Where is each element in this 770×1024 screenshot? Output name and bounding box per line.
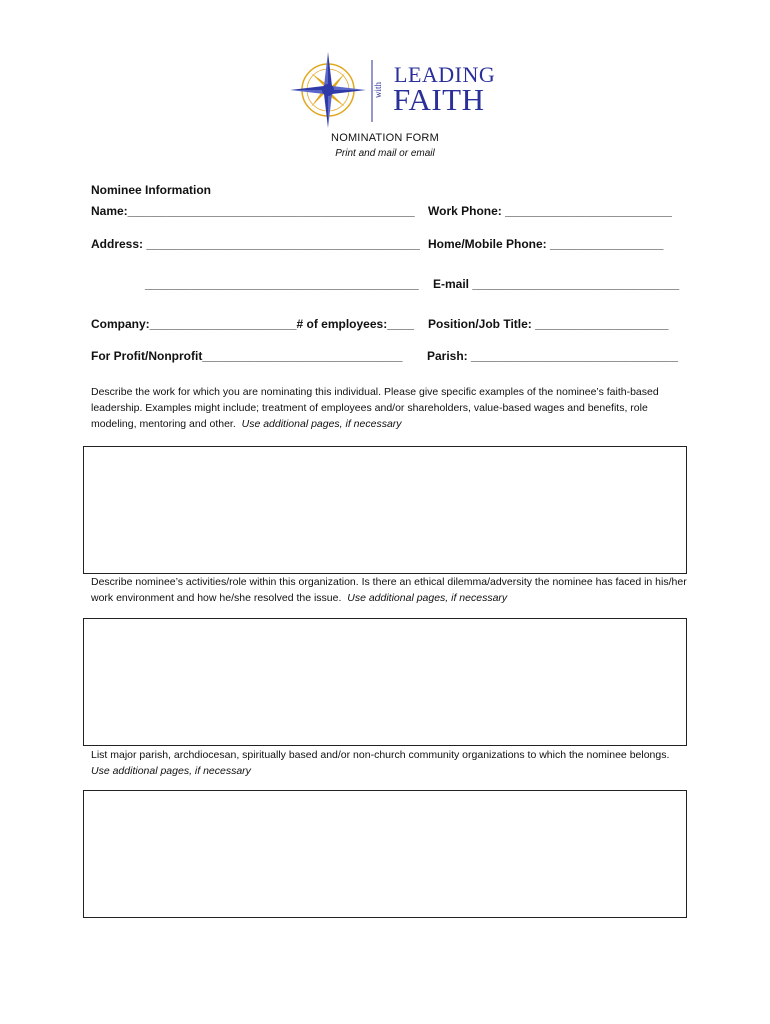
compass-star-icon <box>290 52 366 128</box>
question-1-prompt: Describe the work for which you are nominating this individual. Please give specific examples of the nominee’s faith-based leadership. Examples might include; treatment of employees and/or shareholders, value-based wages and benefits, role modeling, mentoring and other. <box>91 386 659 430</box>
question-1-answer-box[interactable] <box>83 446 687 574</box>
question-2-answer-box[interactable] <box>83 618 687 746</box>
question-1-note: Use additional pages, if necessary <box>241 418 402 430</box>
question-3-prompt: List major parish, archdiocesan, spiritually based and/or non-church community organizations to which the nominee belongs. <box>91 749 670 761</box>
address-field[interactable]: Address: _________________________________________ <box>91 237 420 251</box>
email-field[interactable]: E-mail _______________________________ <box>433 277 680 291</box>
form-title: NOMINATION FORM <box>331 132 439 144</box>
section-heading-nominee: Nominee Information <box>91 183 212 197</box>
name-field[interactable]: Name:___________________________________________ <box>91 204 415 218</box>
question-1-text <box>91 384 691 432</box>
position-field[interactable]: Position/Job Title: ____________________ <box>428 317 669 331</box>
question-2-note: Use additional pages, if necessary <box>347 592 508 604</box>
home-phone-field[interactable]: Home/Mobile Phone: _________________ <box>428 237 664 251</box>
question-3-answer-box[interactable] <box>83 790 687 918</box>
company-employees-field[interactable]: Company:______________________# of employees:____ <box>91 317 414 331</box>
logo-text-leading: LEADING <box>394 62 496 87</box>
question-3-note: Use additional pages, if necessary <box>91 765 251 777</box>
question-3-text <box>91 747 691 779</box>
address-line2-field[interactable]: _________________________________________ <box>145 277 419 291</box>
work-phone-field[interactable]: Work Phone: _________________________ <box>428 204 672 218</box>
parish-field[interactable]: Parish: _______________________________ <box>427 349 678 363</box>
question-2-prompt: Describe nominee’s activities/role within this organization. Is there an ethical dilemma/adversity the nominee has faced in his/her work environment and how he/she resolved the issue. <box>91 576 687 604</box>
form-subtitle: Print and mail or email <box>335 148 435 159</box>
question-2-text <box>91 574 691 606</box>
logo-text-with: with <box>373 81 383 98</box>
logo-text-faith: FAITH <box>393 82 485 117</box>
profit-nonprofit-field[interactable]: For Profit/Nonprofit______________________________ <box>91 349 403 363</box>
